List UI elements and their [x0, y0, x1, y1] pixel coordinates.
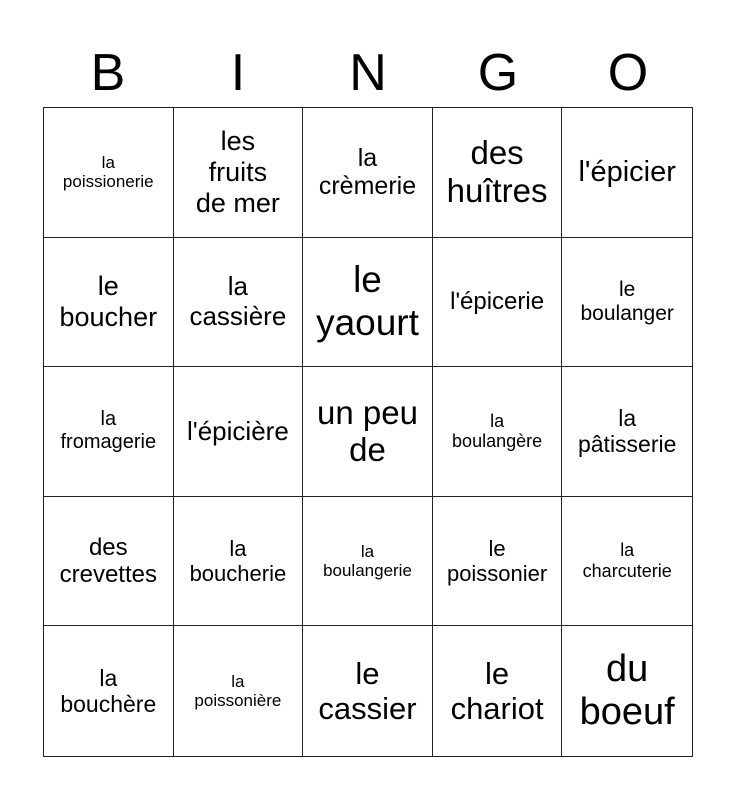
cell-text	[317, 394, 418, 470]
cell-text-line: de mer	[195, 187, 280, 218]
cell-text-line: l'épicière	[186, 415, 289, 446]
bingo-cell[interactable]	[174, 108, 304, 238]
bingo-cell[interactable]	[303, 238, 433, 368]
cell-text	[583, 540, 672, 581]
bingo-cell[interactable]	[303, 626, 433, 756]
cell-text-line: la	[101, 152, 115, 172]
cell-text	[60, 408, 156, 454]
cell-text	[190, 536, 287, 587]
cell-text-line: la	[620, 540, 635, 561]
cell-text	[447, 134, 548, 210]
header-letter-i: I	[230, 44, 246, 102]
bingo-cell[interactable]	[303, 367, 433, 497]
bingo-cell[interactable]	[303, 497, 433, 627]
cell-text	[196, 126, 280, 219]
cell-text	[450, 288, 544, 316]
bingo-cell[interactable]	[174, 367, 304, 497]
cell-text	[452, 411, 542, 452]
bingo-header	[43, 40, 693, 106]
cell-text-line: l'épicerie	[450, 288, 545, 316]
cell-text-line: les	[220, 125, 256, 156]
cell-text	[323, 542, 412, 581]
cell-text-line: poissionerie	[62, 172, 154, 192]
cell-text-line: des	[88, 533, 128, 561]
cell-text-line: des	[470, 134, 524, 172]
header-letter-o: O	[607, 44, 649, 102]
cell-text-line: le	[488, 535, 506, 561]
bingo-cell[interactable]	[562, 626, 692, 756]
bingo-cell[interactable]	[433, 626, 563, 756]
cell-text-line: le	[97, 270, 119, 301]
bingo-cell[interactable]	[433, 497, 563, 627]
cell-text	[447, 536, 547, 587]
cell-text-line: crèmerie	[318, 172, 417, 201]
cell-text	[194, 672, 281, 711]
cell-text	[451, 656, 544, 727]
cell-text-line: de	[349, 431, 386, 469]
cell-text	[578, 405, 676, 458]
header-letter-g: G	[477, 44, 519, 102]
cell-text-line: la	[360, 541, 375, 561]
bingo-cell[interactable]	[303, 108, 433, 238]
cell-text-line: boulanger	[580, 301, 674, 325]
cell-text-line: le	[355, 655, 380, 691]
bingo-cell[interactable]	[44, 238, 174, 368]
cell-text	[580, 278, 673, 326]
bingo-cell[interactable]	[433, 108, 563, 238]
cell-text-line: boeuf	[579, 691, 675, 734]
cell-text-line: charcuterie	[582, 561, 672, 582]
cell-text	[580, 648, 675, 735]
bingo-cell[interactable]	[44, 626, 174, 756]
cell-text	[63, 153, 154, 192]
cell-text-line: fruits	[208, 156, 268, 187]
cell-text-line: poissonier	[446, 561, 548, 587]
cell-text	[318, 656, 416, 727]
cell-text	[319, 144, 416, 202]
cell-text-line: yaourt	[316, 301, 419, 343]
cell-text	[189, 272, 286, 332]
cell-text-line: poissonière	[194, 691, 282, 711]
cell-text-line: la	[100, 408, 117, 431]
cell-text-line: la	[227, 271, 248, 301]
cell-text-line: l'épicier	[578, 155, 676, 188]
cell-text	[60, 534, 157, 589]
cell-text-line: un peu	[317, 393, 418, 431]
bingo-cell[interactable]	[433, 367, 563, 497]
cell-text	[60, 665, 156, 718]
cell-text-line: boulangerie	[323, 561, 412, 581]
cell-text-line: la	[490, 410, 505, 431]
cell-text-line: boucher	[59, 301, 158, 332]
bingo-cell[interactable]	[562, 367, 692, 497]
cell-text-line: boucherie	[189, 561, 287, 587]
cell-text-line: la	[99, 664, 118, 691]
cell-text-line: boulangère	[452, 431, 543, 452]
cell-text	[316, 259, 419, 344]
cell-text-line: la	[618, 405, 637, 432]
cell-text-line: pâtisserie	[577, 431, 677, 458]
cell-text-line: fromagerie	[60, 431, 157, 454]
cell-text-line: du	[606, 647, 649, 690]
cell-text-line: le	[619, 277, 636, 301]
bingo-cell[interactable]	[562, 238, 692, 368]
cell-text-line: la	[231, 671, 245, 691]
bingo-cell[interactable]	[44, 497, 174, 627]
cell-text-line: crevettes	[59, 561, 157, 589]
cell-text-line: le	[353, 259, 382, 301]
cell-text	[60, 271, 158, 333]
bingo-cell[interactable]	[174, 497, 304, 627]
bingo-cell[interactable]	[562, 108, 692, 238]
bingo-cell[interactable]	[44, 367, 174, 497]
cell-text-line: la	[357, 143, 378, 172]
cell-text-line: huîtres	[446, 172, 548, 210]
cell-text-line: chariot	[450, 691, 544, 727]
cell-text-line: la	[229, 535, 247, 561]
bingo-cell[interactable]	[562, 497, 692, 627]
cell-text	[187, 417, 289, 447]
cell-text-line: cassier	[318, 691, 417, 727]
header-letter-b: B	[90, 44, 126, 102]
bingo-cell[interactable]	[174, 626, 304, 756]
bingo-board	[43, 107, 693, 757]
cell-text	[578, 156, 675, 189]
bingo-cell[interactable]	[44, 108, 174, 238]
cell-text-line: bouchère	[60, 691, 157, 718]
bingo-cell[interactable]	[174, 238, 304, 368]
cell-text-line: cassière	[189, 300, 287, 331]
bingo-cell[interactable]	[433, 238, 563, 368]
header-letter-n: N	[349, 44, 387, 102]
cell-text-line: le	[485, 655, 510, 691]
